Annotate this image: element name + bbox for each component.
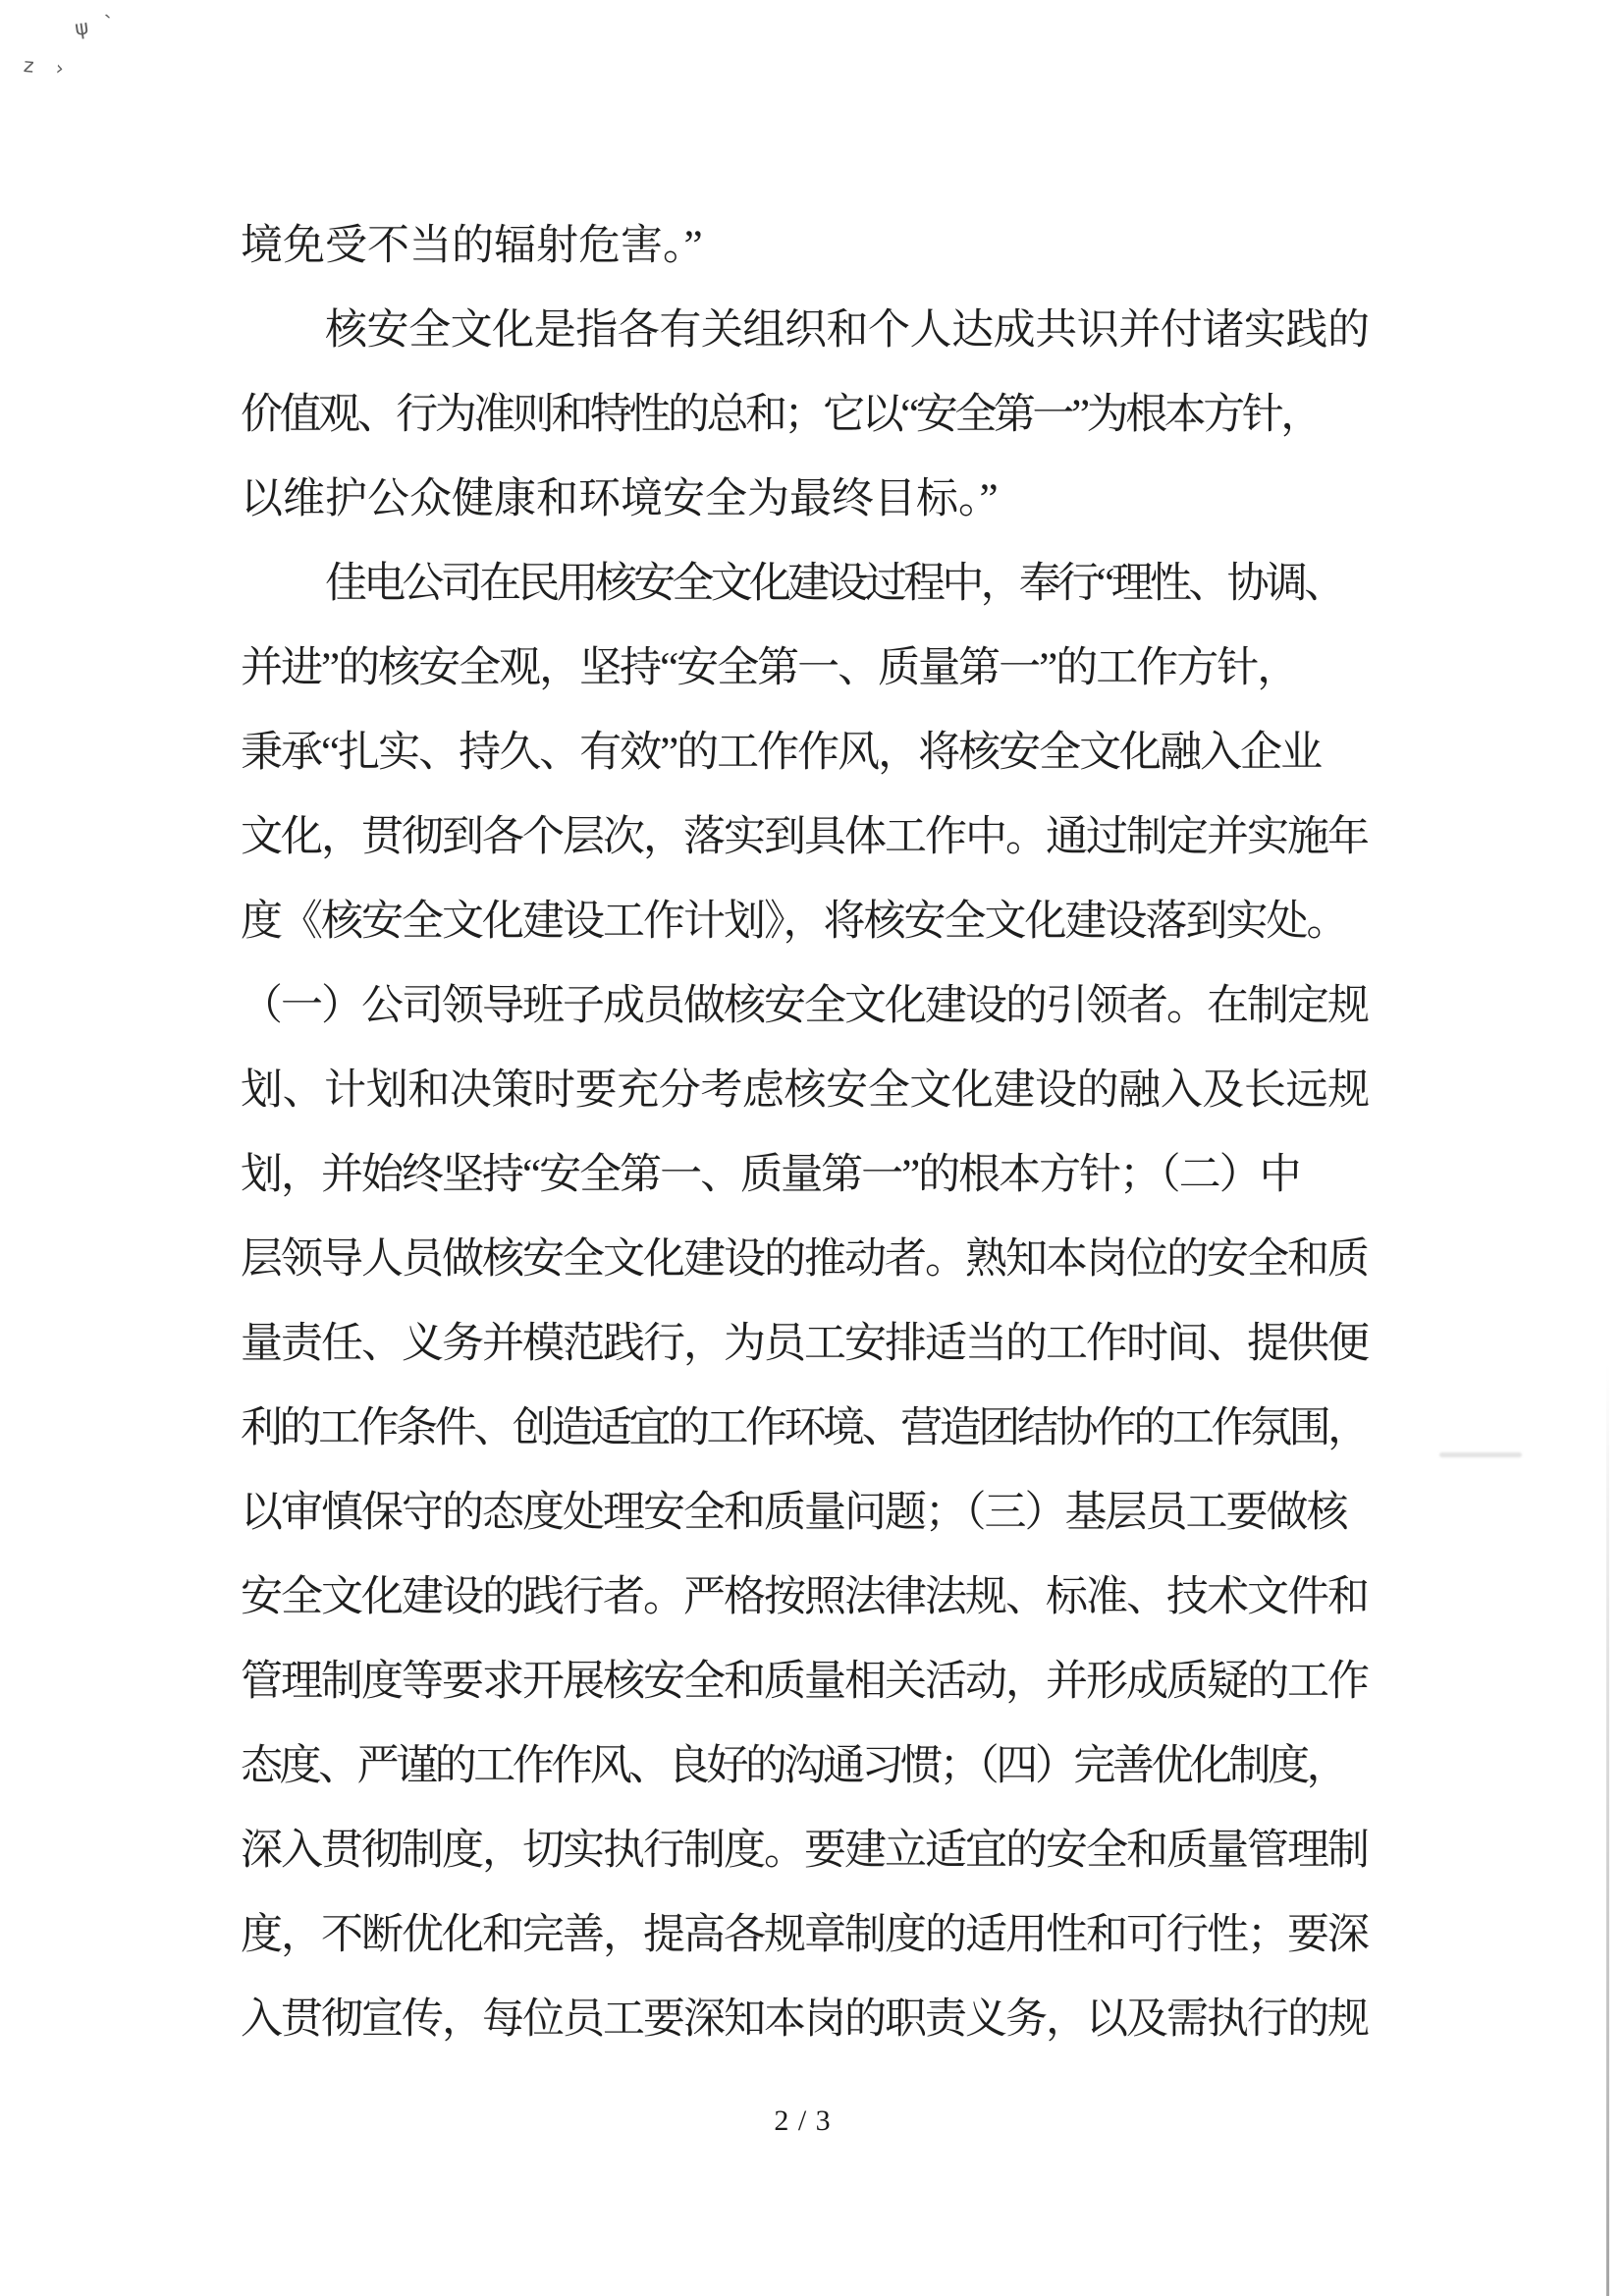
text-line: 安全文化建设的践行者。严格按照法律法规、标准、技术文件和 [241, 1574, 1368, 1620]
text-line: 文化，贯彻到各个层次，落实到具体工作中。通过制定并实施年 [241, 814, 1368, 860]
text-line: 以维护公众健康和环境安全为最终目标。” [241, 476, 999, 522]
text-line: 入贯彻宣传，每位员工要深知本岗的职责义务，以及需执行的规 [241, 1996, 1368, 2043]
text-line: 境免受不当的辐射危害。” [241, 223, 703, 269]
text-line: 并进”的核安全观，坚持“安全第一、质量第一”的工作方针， [241, 645, 1298, 691]
document-body [241, 204, 1370, 2062]
text-line: 价值观、行为准则和特性的总和；它以“安全第一”为根本方针， [241, 392, 1320, 438]
text-line: 秉承“扎实、持久、有效”的工作作风，将核安全文化融入企业 [241, 730, 1322, 776]
text-line: 度《核安全文化建设工作计划》，将核安全文化建设落到实处。 [241, 899, 1347, 945]
text-line: 划、计划和决策时要充分考虑核安全文化建设的融入及长远规 [241, 1067, 1370, 1114]
text-line: 量责任、义务并模范践行，为员工安排适当的工作时间、提供便 [241, 1321, 1368, 1367]
text-line: 度，不断优化和完善，提高各规章制度的适用性和可行性；要深 [241, 1912, 1368, 1958]
text-line: 核安全文化是指各有关组织和个人达成共识并付诸实践的 [325, 307, 1370, 354]
pencil-mark-left: z › [23, 52, 73, 82]
text-line: 以审慎保守的态度处理安全和质量问题；（三）基层员工要做核 [241, 1490, 1347, 1536]
text-line: 划，并始终坚持“安全第一、质量第一”的根本方针；（二）中 [241, 1152, 1300, 1198]
text-line: 态度、严谨的工作作风、良好的沟通习惯；（四）完善优化制度， [241, 1743, 1346, 1789]
text-line: 管理制度等要求开展核安全和质量相关活动，并形成质疑的工作 [241, 1659, 1368, 1705]
text-line: 深入贯彻制度，切实执行制度。要建立适宜的安全和质量管理制 [241, 1828, 1368, 1874]
scan-artifact-smudge [1439, 1452, 1522, 1457]
pencil-mark-top: ψ ` [73, 10, 122, 41]
page-number: 2 / 3 [774, 2105, 832, 2137]
text-line: 利的工作条件、创造适宜的工作环境、营造团结协作的工作氛围， [241, 1405, 1367, 1451]
text-line: 佳电公司在民用核安全文化建设过程中，奉行“理性、协调、 [325, 561, 1343, 607]
text-line: （一）公司领导班子成员做核安全文化建设的引领者。在制定规 [241, 983, 1368, 1029]
scan-artifact-vertical-line [1606, 1363, 1609, 2296]
text-line: 层领导人员做核安全文化建设的推动者。熟知本岗位的安全和质 [241, 1236, 1368, 1283]
